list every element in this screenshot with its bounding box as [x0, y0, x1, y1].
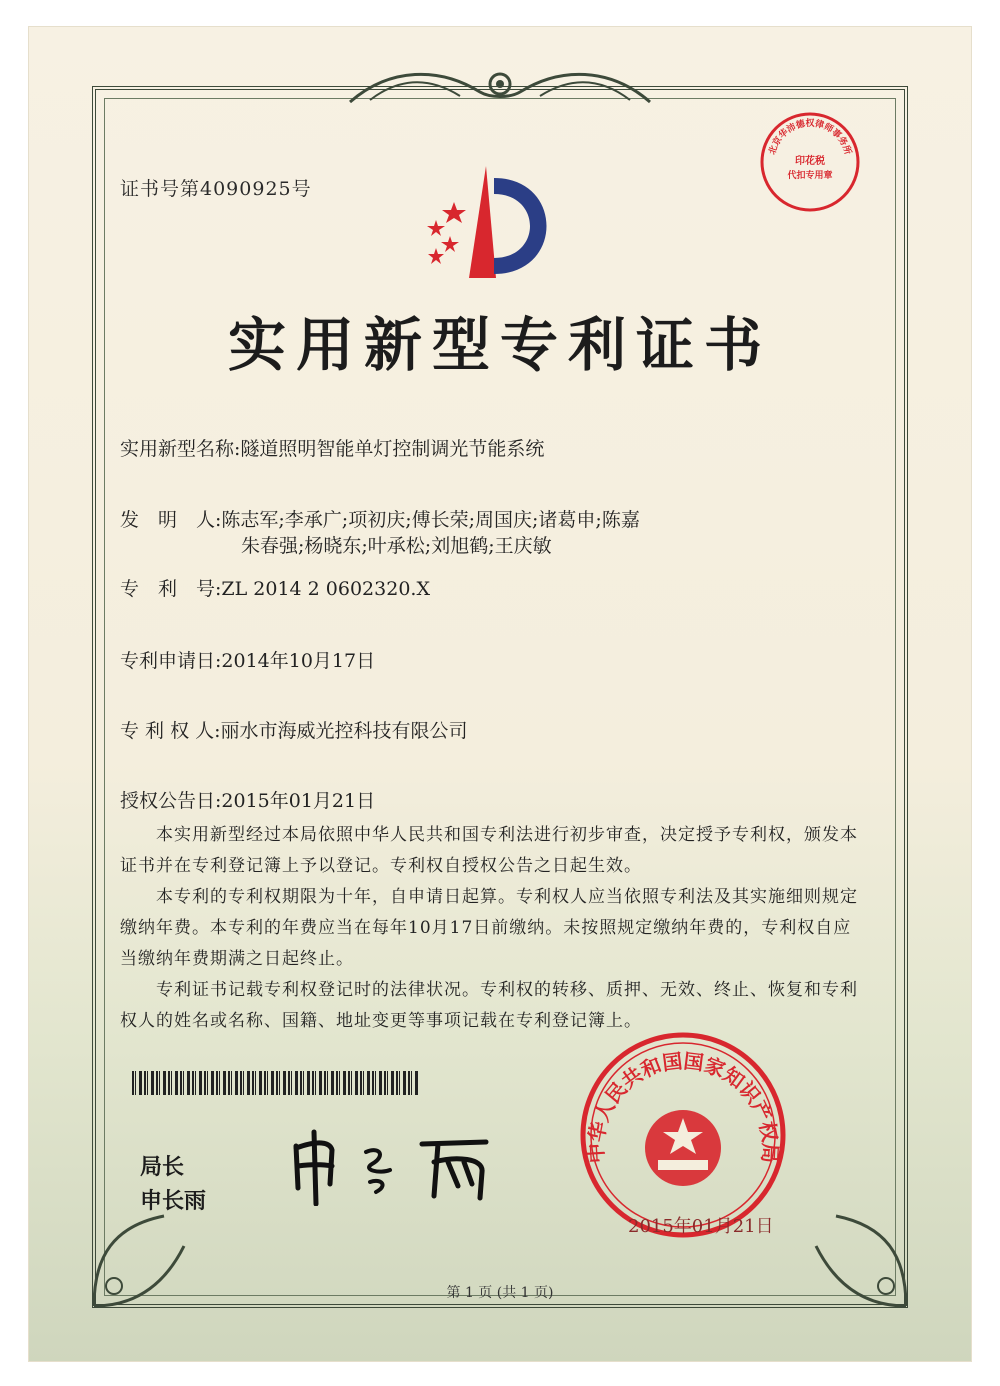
corner-seal-ring-text: 北京华沛德权律师事务所: [767, 119, 853, 157]
corner-tax-seal: [758, 110, 862, 214]
director-signature: [288, 1126, 498, 1206]
certificate-title: 实用新型专利证书: [227, 311, 772, 379]
inventor-line-2: 朱春强;杨晓东;叶承松;刘旭鹤;王庆敏: [241, 535, 552, 557]
director-title: 局长: [140, 1155, 185, 1180]
utility-name-value: 隧道照明智能单灯控制调光节能系统: [240, 438, 545, 460]
field-patentee: [120, 716, 468, 743]
corner-seal-center-1: 印花税: [795, 156, 825, 167]
director-name: 申长雨: [140, 1189, 207, 1214]
patent-number-value: ZL 2014 2 0602320.X: [221, 578, 430, 600]
patentee-label: 专 利 权 人:: [120, 720, 221, 742]
field-utility-name: [120, 434, 544, 461]
field-patent-number: [120, 574, 430, 601]
field-application-date: [120, 646, 375, 673]
utility-name-label: 实用新型名称:: [120, 438, 241, 460]
grant-date-value: 2015年01月21日: [221, 790, 376, 812]
corner-seal-center-2: 代扣专用章: [787, 171, 833, 181]
body-paragraph-3: 专利证书记载专利权登记时的法律状况。专利权的转移、质押、无效、终止、恢复和专利权人的姓名或名称、国籍、地址变更等事项记载在专利登记簿上。: [120, 980, 858, 1031]
inventor-line-1: 陈志军;李承广;项初庆;傅长荣;周国庆;诸葛申;陈嘉: [221, 509, 640, 531]
inventor-label: 发 明 人:: [120, 509, 222, 531]
barcode: [132, 1071, 420, 1095]
certificate-number: 证书号第4090925号: [120, 178, 312, 200]
field-grant-date: [120, 786, 375, 813]
official-seal-text: 中华人民共和国国家知识产权局: [583, 1048, 783, 1164]
body-paragraph-2: 本专利的专利权期限为十年，自申请日起算。专利权人应当依照专利法及其实施细则规定缴纳年费。本专利的年费应当在每年10月17日前缴纳。未按照规定缴纳年费的，专利权自应当缴纳年费期满之日起终止。: [120, 887, 858, 969]
field-inventors: [120, 505, 640, 532]
grant-date-label: 授权公告日:: [120, 790, 222, 812]
patent-number-label: 专 利 号:: [120, 578, 222, 600]
application-date-value: 2014年10月17日: [221, 650, 376, 672]
application-date-label: 专利申请日:: [120, 650, 222, 672]
svg-text:北京华沛德权律师事务所: [766, 117, 854, 156]
body-paragraph-1: 本实用新型经过本局依照中华人民共和国专利法进行初步审查，决定授予专利权，颁发本证书并在专利登记簿上予以登记。专利权自授权公告之日起生效。: [120, 825, 858, 876]
page-number: 第 1 页 (共 1 页): [446, 1285, 554, 1301]
seal-date: 2015年01月21日: [628, 1216, 774, 1237]
top-ornament: [330, 62, 670, 112]
official-seal: [578, 1030, 788, 1240]
patent-emblem: [414, 156, 564, 286]
patentee-value: 丽水市海威光控科技有限公司: [220, 720, 468, 742]
